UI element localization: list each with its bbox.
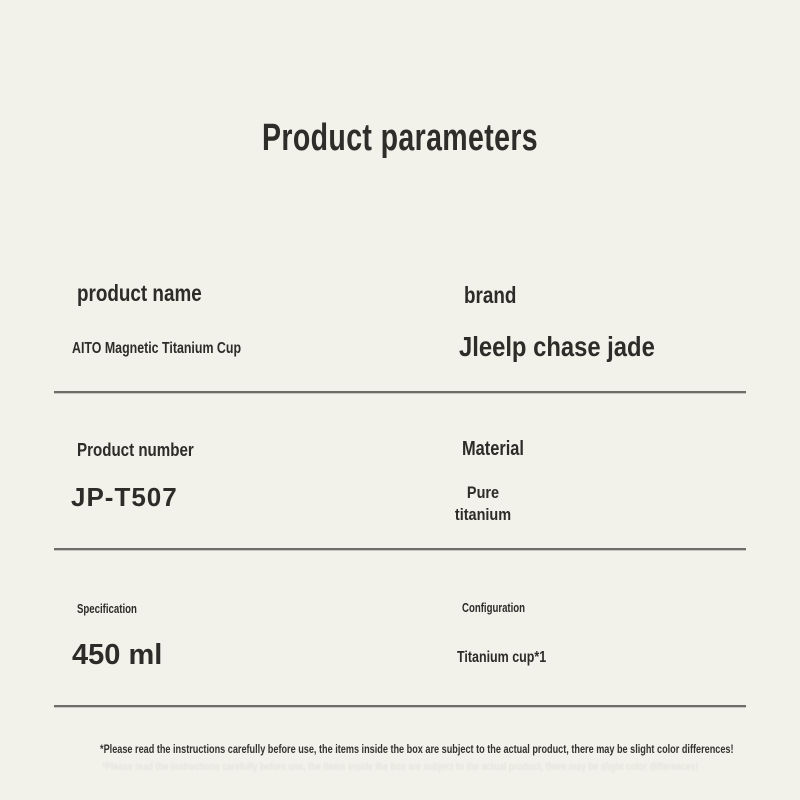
configuration-value: Titanium cup*1 — [457, 649, 547, 666]
page-title-text: Product parameters — [261, 117, 538, 159]
material-value: Pure titanium — [454, 483, 512, 524]
divider — [54, 705, 746, 708]
configuration-label-wrap — [462, 599, 547, 617]
product-number-value: JP-T507 — [71, 482, 178, 512]
product-name-value: AITO Magnetic Titanium Cup — [72, 340, 242, 357]
specification-label: Specification — [77, 601, 137, 616]
specification-label-wrap — [77, 600, 158, 618]
product-name-label: product name — [77, 280, 202, 306]
footer-ghost-text: *Please read the instructions carefully before use, the items inside the box are subject to the actual product, there may be slight color differences! — [101, 761, 698, 773]
product-name-label-wrap — [77, 280, 229, 307]
material-label-wrap — [462, 438, 538, 461]
brand-value-wrap — [459, 331, 689, 363]
product-number-value-wrap — [71, 482, 178, 513]
brand-value: Jleelp chase jade — [459, 331, 655, 362]
footer-note-wrap — [0, 740, 800, 758]
material-label: Material — [462, 438, 524, 460]
footer-ghost-artifact — [0, 757, 800, 775]
footer-note: *Please read the instructions carefully before use, the items inside the box are subject to the actual product, there may be slight color differences! — [100, 742, 734, 756]
specification-value: 450 ml — [72, 639, 163, 671]
product-name-value-wrap — [72, 340, 283, 358]
brand-label: brand — [464, 282, 517, 308]
divider — [54, 391, 746, 394]
product-number-label: Product number — [77, 440, 194, 460]
product-number-label-wrap — [77, 440, 216, 461]
divider — [54, 548, 746, 551]
specification-value-wrap — [72, 639, 162, 672]
configuration-label: Configuration — [462, 600, 526, 615]
configuration-value-wrap — [457, 649, 571, 667]
brand-label-wrap — [464, 282, 528, 309]
page-title — [0, 117, 800, 160]
